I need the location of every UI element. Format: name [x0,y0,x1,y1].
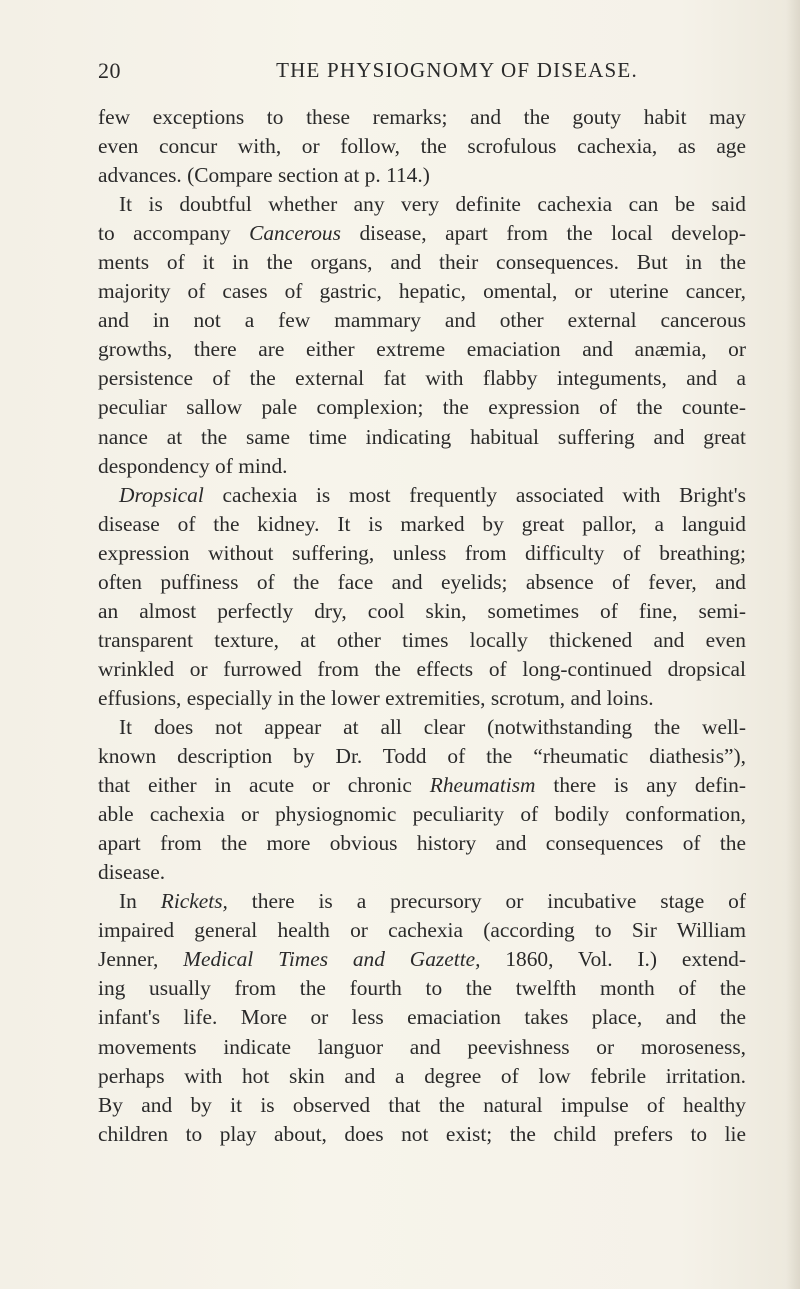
text-line: and in not a few mammary and other external cancerous [98,308,746,333]
page-edge-shadow [786,0,800,1289]
italic-term: Medical Times and Gazette, [183,947,481,972]
text-run: that either in acute or chronic [98,773,430,798]
text-line: able cachexia or physiognomic peculiarity of bodily conformation, [98,802,746,827]
text-line: apart from the more obvious history and consequences of the [98,831,746,856]
text-run: to accompany [98,221,250,246]
text-line: By and by it is observed that the natural impulse of healthy [98,1092,746,1117]
text-line: majority of cases of gastric, hepatic, omental, or uterine cancer, [98,279,746,304]
text-line: even concur with, or follow, the scrofulous cachexia, as age [98,134,746,159]
text-run: In [119,889,161,914]
text-line [98,771,746,800]
text-run: there is any defin- [535,773,746,798]
text-line: known description by Dr. Todd of the “rheumatic diathesis”), [98,744,746,769]
text-line: ments of it in the organs, and their consequences. But in the [98,250,746,275]
text-line: despondency of mind. [98,453,288,478]
text-line: disease of the kidney. It is marked by great pallor, a languid [98,511,746,536]
text-run: disease, apart from the local develop- [340,221,747,246]
text-line: wrinkled or furrowed from the effects of long-continued dropsical [98,656,746,681]
text-line: expression without suffering, unless from difficulty of breathing; [98,540,746,565]
text-line: few exceptions to these remarks; and the gouty habit may [98,105,746,129]
text-line: infant's life. More or less emaciation takes place, and the [98,1005,746,1030]
text-line [98,481,746,510]
text-line: peculiar sallow pale complexion; the expression of the counte- [98,395,746,420]
page-header [98,58,738,88]
text-line: advances. (Compare section at p. 114.) [98,163,430,188]
text-line [98,219,746,248]
text-line: children to play about, does not exist; the child prefers to lie [98,1121,746,1146]
text-line [98,945,746,974]
text-line: It is doubtful whether any very definite cachexia can be said [119,192,746,217]
body-text [98,103,746,1149]
text-run: 1860, Vol. I.) extend- [480,947,747,972]
text-line: perhaps with hot skin and a degree of low febrile irritation. [98,1063,746,1088]
text-line: nance at the same time indicating habitual suffering and great [98,424,746,449]
text-run: cachexia is most frequently associated with Bright's [203,482,746,507]
italic-term: Rheumatism [429,773,536,798]
running-head: THE PHYSIOGNOMY OF DISEASE. [276,58,638,82]
text-line: It does not appear at all clear (notwithstanding the well- [119,714,746,739]
text-line: effusions, especially in the lower extremities, scrotum, and loins. [98,685,654,710]
text-run: there is a precursory or incubative stage of [227,889,746,914]
text-line: an almost perfectly dry, cool skin, sometimes of fine, semi- [98,598,746,623]
italic-term: Cancerous [249,221,341,246]
text-line: growths, there are either extreme emaciation and anæmia, or [98,337,746,362]
text-line: ing usually from the fourth to the twelfth month of the [98,976,746,1001]
text-line: transparent texture, at other times locally thickened and even [98,627,746,652]
page-number: 20 [98,58,121,83]
italic-term: Rickets, [160,889,228,914]
text-run: Jenner, [98,947,184,972]
italic-term: Dropsical [119,482,204,507]
text-line [98,887,746,916]
text-line: often puffiness of the face and eyelids; absence of fever, and [98,569,746,594]
text-line: movements indicate languor and peevishness or moroseness, [98,1034,746,1059]
text-line: impaired general health or cachexia (according to Sir William [98,918,746,943]
text-line: persistence of the external fat with flabby integuments, and a [98,366,746,391]
text-line: disease. [98,860,166,885]
